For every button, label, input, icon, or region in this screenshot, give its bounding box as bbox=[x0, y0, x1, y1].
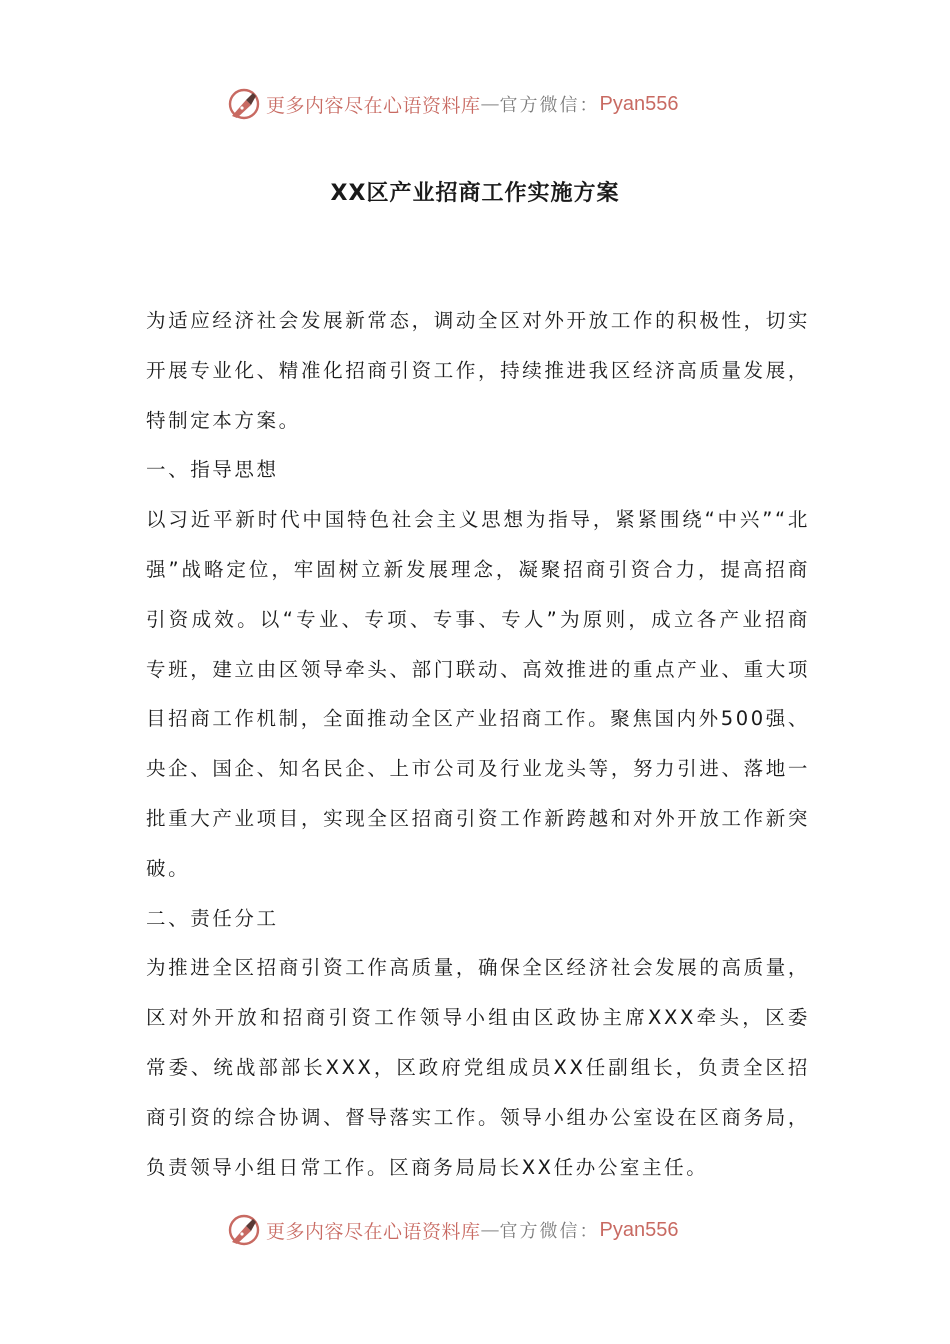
watermark-text: 更多内容尽在心语资料库 bbox=[266, 1220, 481, 1243]
watermark-wechat-id: Pyan556 bbox=[599, 92, 679, 115]
document-title: XX区产业招商工作实施方案 bbox=[330, 181, 620, 206]
document-body bbox=[146, 296, 810, 1192]
watermark-wechat-id: Pyan556 bbox=[599, 1218, 679, 1241]
section-body-responsibilities: 为推进全区招商引资工作高质量，确保全区经济社会发展的高质量，区对外开放和招商引资工作领导小组由区政协主席XXX牵头，区委常委、统战部部长XXX，区政府党组成员XX任副组长，负责全区招商引资的综合协调、督导落实工作。领导小组办公室设在区商务局，负责领导小组日常工作。区商务局局长XX任办公室主任。 bbox=[146, 956, 810, 1179]
watermark-separator: — bbox=[480, 1219, 500, 1241]
watermark-wechat-label: 官方微信： bbox=[499, 95, 600, 116]
watermark-header bbox=[226, 84, 746, 124]
pen-nib-logo-icon bbox=[226, 1212, 262, 1248]
section-heading-guiding-ideology: 一、指导思想 bbox=[146, 458, 279, 482]
pen-nib-logo-icon bbox=[226, 86, 262, 122]
watermark-footer bbox=[226, 1210, 746, 1250]
section-body-guiding-ideology: 以习近平新时代中国特色社会主义思想为指导，紧紧围绕“中兴”“北强”战略定位，牢固树立新发展理念，凝聚招商引资合力，提高招商引资成效。以“专业、专项、专事、专人”为原则，成立各产业招商专班，建立由区领导牵头、部门联动、高效推进的重点产业、重大项目招商工作机制，全面推动全区产业招商工作。聚焦国内外500强、央企、国企、知名民企、上市公司及行业龙头等，努力引进、落地一批重大产业项目，实现全区招商引资工作新跨越和对外开放工作新突破。 bbox=[146, 508, 810, 880]
intro-paragraph: 为适应经济社会发展新常态，调动全区对外开放工作的积极性，切实开展专业化、精准化招商引资工作，持续推进我区经济高质量发展，特制定本方案。 bbox=[146, 309, 810, 432]
watermark-text: 更多内容尽在心语资料库 bbox=[266, 94, 481, 117]
watermark-separator: — bbox=[480, 93, 500, 115]
watermark-wechat-label: 官方微信： bbox=[499, 1221, 600, 1242]
section-heading-responsibilities: 二、责任分工 bbox=[146, 906, 279, 930]
